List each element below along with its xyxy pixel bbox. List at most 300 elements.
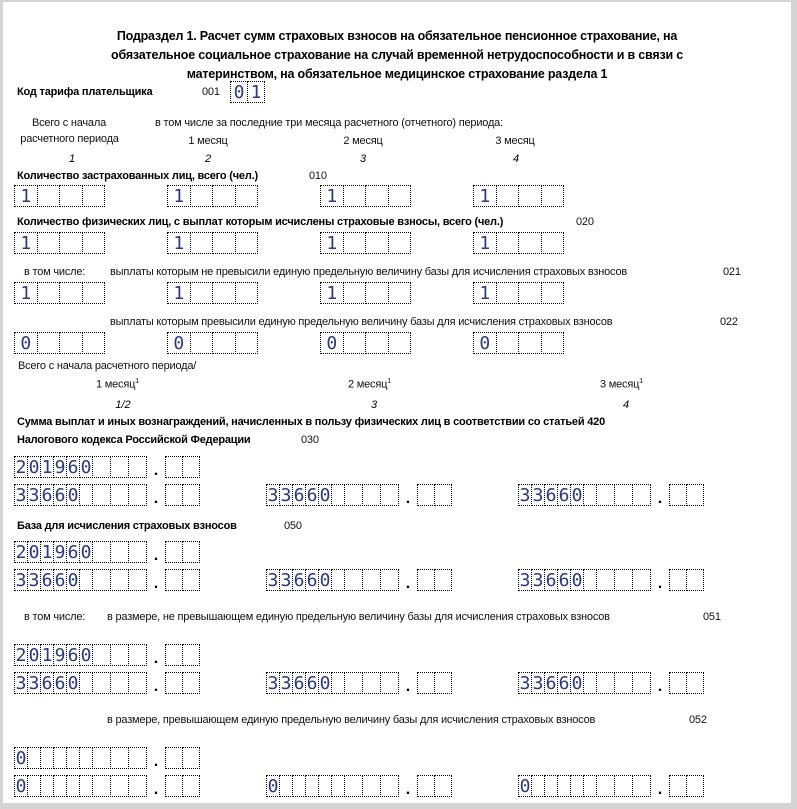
- row052-code: 052: [689, 714, 707, 726]
- digit-cell[interactable]: 9: [54, 542, 66, 563]
- digit-cell[interactable]: [110, 672, 129, 694]
- digit-cell[interactable]: [344, 775, 363, 797]
- digit-cell[interactable]: [92, 456, 111, 478]
- decimal-cell[interactable]: [182, 456, 200, 478]
- digit-cell[interactable]: 3: [532, 570, 544, 591]
- digit-cell[interactable]: [128, 747, 147, 769]
- digit-cell[interactable]: 1: [473, 185, 497, 207]
- digit-cell[interactable]: [518, 185, 542, 207]
- digit-cell[interactable]: 3: [267, 673, 279, 694]
- decimal-separator: .: [153, 462, 159, 479]
- digit-cell[interactable]: [110, 541, 129, 563]
- decimal-cell[interactable]: [417, 672, 435, 694]
- digit-cell[interactable]: 0: [319, 485, 331, 506]
- digit-cell[interactable]: 3: [267, 570, 279, 591]
- row010-code: 010: [309, 170, 327, 182]
- decimal-cell[interactable]: [434, 775, 452, 797]
- tariff-cell[interactable]: 1: [247, 81, 265, 103]
- digit-cell[interactable]: 6: [558, 673, 570, 694]
- digit-cell[interactable]: [583, 569, 597, 591]
- digit-cell[interactable]: [570, 775, 584, 797]
- digit-cell[interactable]: 0: [80, 645, 92, 666]
- digit-cell[interactable]: 0: [80, 457, 92, 478]
- tariff-cell[interactable]: 0: [230, 81, 248, 103]
- digit-cell[interactable]: 1: [41, 542, 53, 563]
- digit-cell[interactable]: 0: [320, 332, 344, 354]
- decimal-separator: .: [657, 490, 663, 507]
- decimal-cell[interactable]: [686, 775, 704, 797]
- digit-cell[interactable]: [37, 332, 61, 354]
- decimal-cell[interactable]: [182, 747, 200, 769]
- header2-month1: [96, 378, 139, 391]
- decimal-cell[interactable]: [182, 484, 200, 506]
- decimal-cell[interactable]: [182, 541, 200, 563]
- row030-month3-field[interactable]: [518, 484, 704, 506]
- decimal-separator: .: [153, 781, 159, 798]
- digit-cell[interactable]: [66, 747, 80, 769]
- row051-total-field[interactable]: [14, 644, 200, 666]
- digit-cell[interactable]: 0: [167, 332, 191, 354]
- digit-cell[interactable]: [388, 185, 412, 207]
- row021-field-col4[interactable]: [473, 282, 564, 304]
- digit-cell[interactable]: [614, 775, 633, 797]
- digit-cell[interactable]: [596, 775, 615, 797]
- digit-cell[interactable]: [518, 232, 542, 254]
- digit-cell[interactable]: [614, 569, 633, 591]
- digit-cell[interactable]: 0: [267, 776, 279, 797]
- digit-cell[interactable]: [380, 775, 399, 797]
- digit-cell[interactable]: 1: [41, 645, 53, 666]
- digit-cell[interactable]: 6: [67, 542, 79, 563]
- row022-field-col1[interactable]: [14, 332, 105, 354]
- row051-month3-field[interactable]: [518, 672, 704, 694]
- decimal-cell[interactable]: [165, 775, 183, 797]
- digit-cell[interactable]: [190, 282, 214, 304]
- digit-cell[interactable]: [128, 541, 147, 563]
- digit-cell[interactable]: [82, 282, 106, 304]
- decimal-separator: .: [405, 575, 411, 592]
- digit-cell[interactable]: [632, 569, 651, 591]
- digit-cell[interactable]: [59, 232, 83, 254]
- digit-cell[interactable]: [212, 282, 236, 304]
- digit-cell[interactable]: 9: [54, 645, 66, 666]
- decimal-cell[interactable]: [182, 569, 200, 591]
- digit-cell[interactable]: [318, 775, 332, 797]
- digit-cell[interactable]: [344, 672, 363, 694]
- digit-cell[interactable]: [79, 484, 93, 506]
- digit-cell[interactable]: [365, 185, 389, 207]
- digit-cell[interactable]: [496, 232, 520, 254]
- digit-cell[interactable]: [380, 672, 399, 694]
- digit-cell[interactable]: 6: [67, 457, 79, 478]
- digit-cell[interactable]: [343, 282, 367, 304]
- digit-cell[interactable]: [110, 456, 129, 478]
- row050-month1-field[interactable]: [14, 569, 200, 591]
- digit-cell[interactable]: [235, 332, 259, 354]
- digit-cell[interactable]: 6: [293, 570, 305, 591]
- digit-cell[interactable]: [79, 569, 93, 591]
- digit-cell[interactable]: 6: [293, 673, 305, 694]
- row021-field-col3[interactable]: [320, 282, 411, 304]
- row021-field-col2[interactable]: [167, 282, 258, 304]
- digit-cell[interactable]: [614, 484, 633, 506]
- digit-cell[interactable]: 3: [519, 485, 531, 506]
- decimal-cell[interactable]: [669, 484, 687, 506]
- digit-cell[interactable]: [37, 185, 61, 207]
- decimal-cell[interactable]: [669, 672, 687, 694]
- digit-cell[interactable]: [365, 232, 389, 254]
- digit-cell[interactable]: 3: [519, 673, 531, 694]
- decimal-cell[interactable]: [686, 569, 704, 591]
- digit-cell[interactable]: 6: [67, 645, 79, 666]
- digit-cell[interactable]: 6: [54, 570, 66, 591]
- digit-cell[interactable]: [365, 332, 389, 354]
- digit-cell[interactable]: [212, 232, 236, 254]
- digit-cell[interactable]: [59, 185, 83, 207]
- digit-cell[interactable]: 6: [545, 485, 557, 506]
- digit-cell[interactable]: [82, 332, 106, 354]
- digit-cell[interactable]: [365, 282, 389, 304]
- row010-field-col2[interactable]: [167, 185, 258, 207]
- digit-cell[interactable]: 1: [14, 185, 38, 207]
- digit-cell[interactable]: [82, 185, 106, 207]
- digit-cell[interactable]: [362, 775, 381, 797]
- digit-cell[interactable]: [92, 484, 111, 506]
- digit-cell[interactable]: 6: [545, 673, 557, 694]
- decimal-separator: .: [405, 678, 411, 695]
- decimal-cell[interactable]: [669, 569, 687, 591]
- decimal-cell[interactable]: [417, 775, 435, 797]
- digit-cell[interactable]: 3: [15, 673, 27, 694]
- row022-field-col3[interactable]: [320, 332, 411, 354]
- digit-cell[interactable]: [496, 185, 520, 207]
- digit-cell[interactable]: 0: [28, 645, 40, 666]
- digit-cell[interactable]: 6: [293, 485, 305, 506]
- digit-cell[interactable]: 0: [519, 776, 531, 797]
- digit-cell[interactable]: [212, 185, 236, 207]
- decimal-cell[interactable]: [182, 775, 200, 797]
- digit-cell[interactable]: [518, 332, 542, 354]
- digit-cell[interactable]: [388, 282, 412, 304]
- digit-cell[interactable]: [292, 775, 306, 797]
- digit-cell[interactable]: 0: [571, 673, 583, 694]
- digit-cell[interactable]: 3: [280, 673, 292, 694]
- decimal-cell[interactable]: [434, 484, 452, 506]
- digit-cell[interactable]: 0: [15, 776, 27, 797]
- digit-cell[interactable]: [496, 282, 520, 304]
- digit-cell[interactable]: [92, 644, 111, 666]
- digit-cell[interactable]: [362, 672, 381, 694]
- digit-cell[interactable]: 6: [306, 570, 318, 591]
- digit-cell[interactable]: [212, 332, 236, 354]
- digit-cell[interactable]: 3: [15, 485, 27, 506]
- digit-cell[interactable]: [92, 672, 111, 694]
- title-line-1: Подраздел 1. Расчет сумм страховых взносов на обязательное пенсионное страхование, на: [116, 29, 678, 43]
- decimal-cell[interactable]: [165, 484, 183, 506]
- digit-cell[interactable]: 6: [558, 485, 570, 506]
- digit-cell[interactable]: [279, 775, 293, 797]
- row052-month2-field[interactable]: [266, 775, 452, 797]
- digit-cell[interactable]: 2: [15, 542, 27, 563]
- digit-cell[interactable]: [40, 747, 54, 769]
- decimal-cell[interactable]: [686, 484, 704, 506]
- header2-month2: [348, 378, 391, 391]
- digit-cell[interactable]: [190, 332, 214, 354]
- header2-month3: [600, 378, 643, 391]
- row052-month3-field[interactable]: [518, 775, 704, 797]
- title-line-3: материнством, на обязательное медицинское страхование раздела 1: [186, 67, 608, 81]
- digit-cell[interactable]: 0: [67, 485, 79, 506]
- row020-label: Количество физических лиц, с выплат которым исчислены страховые взносы, всего (чел.): [17, 216, 504, 228]
- digit-cell[interactable]: [37, 282, 61, 304]
- digit-cell[interactable]: 1: [14, 282, 38, 304]
- digit-cell[interactable]: [541, 332, 565, 354]
- digit-cell[interactable]: [82, 232, 106, 254]
- digit-cell[interactable]: [128, 456, 147, 478]
- digit-cell[interactable]: 6: [54, 485, 66, 506]
- digit-cell[interactable]: 0: [14, 332, 38, 354]
- row020-field-col4[interactable]: [473, 232, 564, 254]
- digit-cell[interactable]: 1: [320, 185, 344, 207]
- month-label: 1 месяц: [96, 378, 136, 391]
- digit-cell[interactable]: 6: [306, 485, 318, 506]
- digit-cell[interactable]: [40, 775, 54, 797]
- row020-field-col2[interactable]: [167, 232, 258, 254]
- digit-cell[interactable]: [388, 332, 412, 354]
- digit-cell[interactable]: 6: [41, 673, 53, 694]
- digit-cell[interactable]: 0: [15, 748, 27, 769]
- digit-cell[interactable]: 6: [558, 570, 570, 591]
- row022-field-col2[interactable]: [167, 332, 258, 354]
- digit-cell[interactable]: 3: [28, 570, 40, 591]
- decimal-separator: .: [153, 650, 159, 667]
- digit-cell[interactable]: [190, 185, 214, 207]
- decimal-cell[interactable]: [417, 569, 435, 591]
- digit-cell[interactable]: [331, 775, 345, 797]
- row050-total-field[interactable]: [14, 541, 200, 563]
- digit-cell[interactable]: [544, 775, 558, 797]
- digit-cell[interactable]: 1: [167, 232, 191, 254]
- row010-field-col1[interactable]: [14, 185, 105, 207]
- digit-cell[interactable]: [92, 775, 111, 797]
- digit-cell[interactable]: 3: [15, 570, 27, 591]
- digit-cell[interactable]: [110, 775, 129, 797]
- digit-cell[interactable]: 3: [280, 485, 292, 506]
- digit-cell[interactable]: [614, 672, 633, 694]
- decimal-cell[interactable]: [182, 672, 200, 694]
- digit-cell[interactable]: [37, 232, 61, 254]
- decimal-cell[interactable]: [165, 541, 183, 563]
- row050-month2-field[interactable]: [266, 569, 452, 591]
- digit-cell[interactable]: [541, 185, 565, 207]
- digit-cell[interactable]: 1: [473, 282, 497, 304]
- digit-cell[interactable]: [531, 775, 545, 797]
- digit-cell[interactable]: 3: [267, 485, 279, 506]
- digit-cell[interactable]: 6: [306, 673, 318, 694]
- digit-cell[interactable]: [79, 775, 93, 797]
- digit-cell[interactable]: [235, 282, 259, 304]
- digit-cell[interactable]: 3: [28, 673, 40, 694]
- digit-cell[interactable]: 1: [320, 232, 344, 254]
- digit-cell[interactable]: [344, 484, 363, 506]
- digit-cell[interactable]: [343, 232, 367, 254]
- digit-cell[interactable]: [331, 484, 345, 506]
- digit-cell[interactable]: 2: [15, 645, 27, 666]
- digit-cell[interactable]: [79, 747, 93, 769]
- row010-field-col3[interactable]: [320, 185, 411, 207]
- digit-cell[interactable]: [92, 541, 111, 563]
- digit-cell[interactable]: [128, 569, 147, 591]
- digit-cell[interactable]: 9: [54, 457, 66, 478]
- digit-cell[interactable]: [632, 672, 651, 694]
- digit-cell[interactable]: [331, 672, 345, 694]
- digit-cell[interactable]: [128, 644, 147, 666]
- decimal-cell[interactable]: [417, 484, 435, 506]
- digit-cell[interactable]: [596, 569, 615, 591]
- digit-cell[interactable]: 3: [280, 570, 292, 591]
- digit-cell[interactable]: [190, 232, 214, 254]
- digit-cell[interactable]: [235, 185, 259, 207]
- row030-month1-field[interactable]: [14, 484, 200, 506]
- row050-month3-field[interactable]: [518, 569, 704, 591]
- decimal-cell[interactable]: [686, 672, 704, 694]
- decimal-cell[interactable]: [165, 456, 183, 478]
- digit-cell[interactable]: 3: [519, 570, 531, 591]
- digit-cell[interactable]: [66, 775, 80, 797]
- row051-month1-field[interactable]: [14, 672, 200, 694]
- digit-cell[interactable]: [27, 747, 41, 769]
- digit-cell[interactable]: [362, 484, 381, 506]
- decimal-cell[interactable]: [669, 775, 687, 797]
- digit-cell[interactable]: [331, 569, 345, 591]
- digit-cell[interactable]: [344, 569, 363, 591]
- decimal-cell[interactable]: [165, 747, 183, 769]
- digit-cell[interactable]: 1: [473, 232, 497, 254]
- decimal-separator: .: [153, 753, 159, 770]
- col-num: 1/2: [115, 399, 131, 411]
- tariff-field[interactable]: [230, 81, 265, 103]
- digit-cell[interactable]: 0: [571, 570, 583, 591]
- digit-cell[interactable]: [541, 282, 565, 304]
- row022-field-col4[interactable]: [473, 332, 564, 354]
- digit-cell[interactable]: 1: [167, 282, 191, 304]
- decimal-cell[interactable]: [165, 569, 183, 591]
- digit-cell[interactable]: 0: [67, 570, 79, 591]
- digit-cell[interactable]: 1: [320, 282, 344, 304]
- digit-cell[interactable]: 0: [80, 542, 92, 563]
- row020-field-col3[interactable]: [320, 232, 411, 254]
- digit-cell[interactable]: 3: [532, 673, 544, 694]
- decimal-cell[interactable]: [434, 569, 452, 591]
- digit-cell[interactable]: 1: [14, 232, 38, 254]
- digit-cell[interactable]: [59, 282, 83, 304]
- digit-cell[interactable]: [59, 332, 83, 354]
- decimal-cell[interactable]: [434, 672, 452, 694]
- digit-cell[interactable]: [596, 484, 615, 506]
- digit-cell[interactable]: 0: [319, 570, 331, 591]
- digit-cell[interactable]: [583, 775, 597, 797]
- decimal-cell[interactable]: [165, 672, 183, 694]
- digit-cell[interactable]: [343, 332, 367, 354]
- digit-cell[interactable]: 6: [41, 485, 53, 506]
- row052-month1-field[interactable]: [14, 775, 200, 797]
- digit-cell[interactable]: [380, 484, 399, 506]
- digit-cell[interactable]: [632, 484, 651, 506]
- digit-cell[interactable]: 3: [532, 485, 544, 506]
- digit-cell[interactable]: 6: [41, 570, 53, 591]
- digit-cell[interactable]: [235, 232, 259, 254]
- row030-total-field[interactable]: [14, 456, 200, 478]
- digit-cell[interactable]: 0: [28, 457, 40, 478]
- digit-cell[interactable]: [343, 185, 367, 207]
- digit-cell[interactable]: 0: [319, 673, 331, 694]
- digit-cell[interactable]: [79, 672, 93, 694]
- digit-cell[interactable]: [128, 484, 147, 506]
- digit-cell[interactable]: [557, 775, 571, 797]
- digit-cell[interactable]: [92, 569, 111, 591]
- digit-cell[interactable]: 6: [54, 673, 66, 694]
- digit-cell[interactable]: [496, 332, 520, 354]
- digit-cell[interactable]: [128, 672, 147, 694]
- decimal-cell[interactable]: [182, 644, 200, 666]
- digit-cell[interactable]: [583, 484, 597, 506]
- decimal-cell[interactable]: [165, 644, 183, 666]
- decimal-separator: .: [153, 575, 159, 592]
- digit-cell[interactable]: [128, 775, 147, 797]
- digit-cell[interactable]: 1: [167, 185, 191, 207]
- digit-cell[interactable]: 0: [67, 673, 79, 694]
- digit-cell[interactable]: [110, 569, 129, 591]
- row020-field-col1[interactable]: [14, 232, 105, 254]
- digit-cell[interactable]: [380, 569, 399, 591]
- digit-cell[interactable]: [305, 775, 319, 797]
- digit-cell[interactable]: 3: [28, 485, 40, 506]
- digit-cell[interactable]: 0: [473, 332, 497, 354]
- row051-month2-field[interactable]: [266, 672, 452, 694]
- digit-cell[interactable]: 0: [571, 485, 583, 506]
- digit-cell[interactable]: [632, 775, 651, 797]
- col-num: 4: [622, 399, 630, 411]
- digit-cell[interactable]: [27, 775, 41, 797]
- digit-cell[interactable]: [53, 747, 67, 769]
- digit-cell[interactable]: [92, 747, 111, 769]
- digit-cell[interactable]: 1: [41, 457, 53, 478]
- digit-cell[interactable]: [110, 644, 129, 666]
- digit-cell[interactable]: [110, 747, 129, 769]
- digit-cell[interactable]: [53, 775, 67, 797]
- row030-label-line2: Налогового кодекса Российской Федерации: [17, 434, 251, 446]
- digit-cell[interactable]: [362, 569, 381, 591]
- row030-code: 030: [301, 434, 319, 446]
- row030-month2-field[interactable]: [266, 484, 452, 506]
- digit-cell[interactable]: [583, 672, 597, 694]
- digit-cell[interactable]: [518, 282, 542, 304]
- row022-code: 022: [720, 316, 738, 328]
- row010-field-col4[interactable]: [473, 185, 564, 207]
- digit-cell[interactable]: 0: [28, 542, 40, 563]
- digit-cell[interactable]: 6: [545, 570, 557, 591]
- digit-cell[interactable]: [596, 672, 615, 694]
- row021-field-col1[interactable]: [14, 282, 105, 304]
- row021-label: выплаты которым не превысили единую предельную величину базы для исчисления страховых взносов: [110, 266, 628, 278]
- header-month1: 1 месяц: [188, 135, 228, 147]
- row052-total-field[interactable]: [14, 747, 200, 769]
- digit-cell[interactable]: [541, 232, 565, 254]
- digit-cell[interactable]: [388, 232, 412, 254]
- header-total-line2: расчетного периода: [20, 133, 119, 145]
- digit-cell[interactable]: 2: [15, 457, 27, 478]
- digit-cell[interactable]: [110, 484, 129, 506]
